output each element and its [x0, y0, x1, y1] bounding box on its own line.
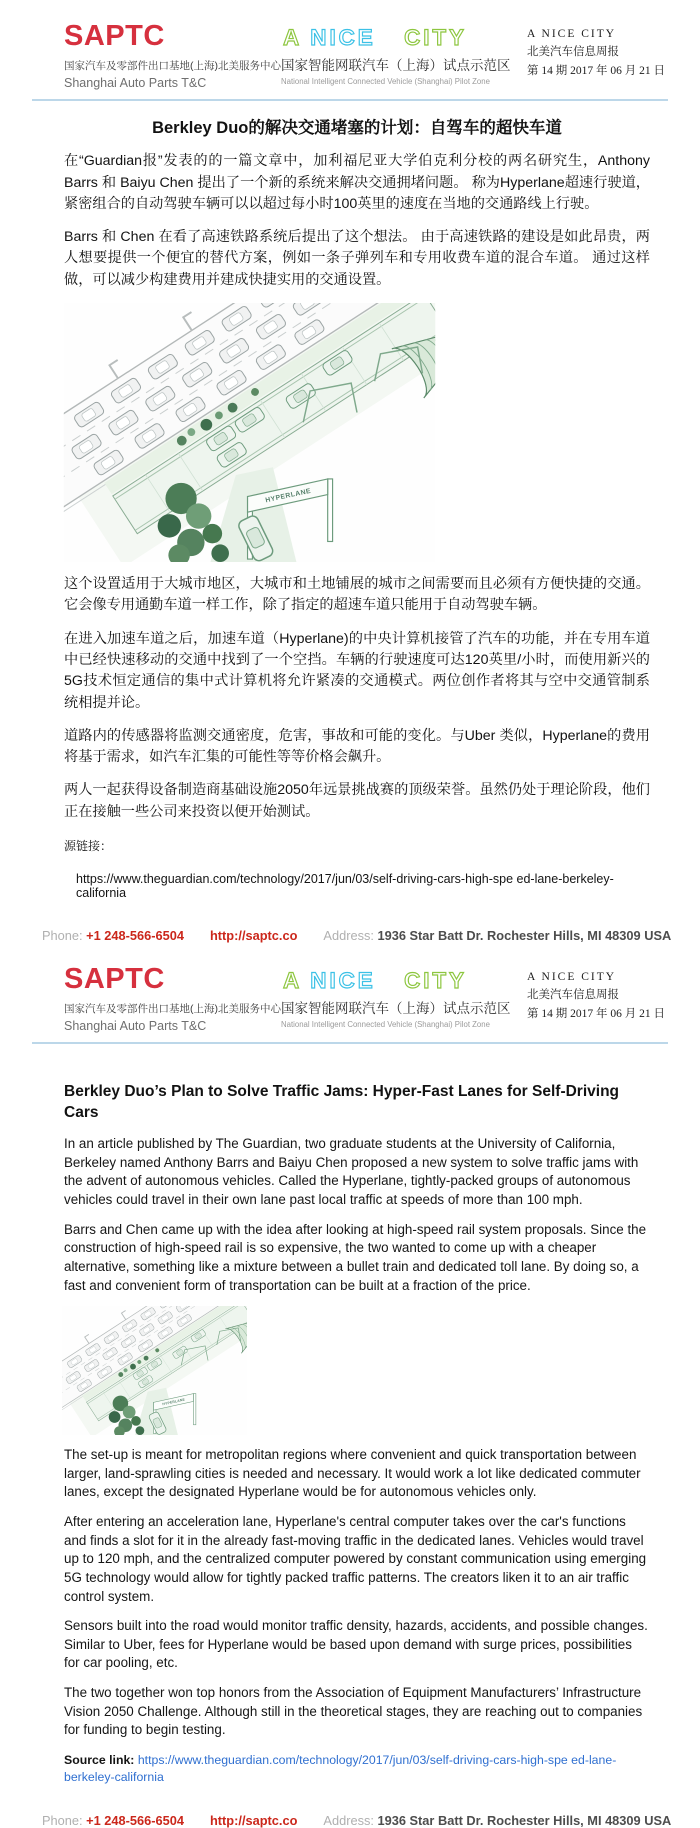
paragraph-cn: 道路内的传感器将监测交通密度，危害，事故和可能的变化。与Uber 类似，Hyperlane的费用将基于需求，如汽车汇集的可能性等等价格会飙升。: [64, 727, 650, 766]
saptc-logo-block: [64, 22, 281, 90]
phone-number: +1 248-566-6504: [86, 928, 184, 944]
anc-word-city: CITY: [404, 24, 467, 50]
issue-title: A NICE CITY: [527, 28, 617, 40]
anc-subtitle-en: National Intelligent Connected Vehicle (Shanghai) Pilot Zone: [281, 1020, 490, 1030]
source-url-link[interactable]: https://www.theguardian.com/technology/2017/jun/03/self-driving-cars-high-spe ed-lane-berkeley-california: [64, 1752, 617, 1784]
newsletter-header: [0, 22, 700, 90]
anc-word-nice: NICE: [310, 24, 376, 50]
paragraph-en: Sensors built into the road would monitor traffic density, hazards, accidents, and possible changes. Similar to Uber, fees for Hyperlane would be based upon demand with surge prices, possibilities for car pooling, etc.: [64, 1618, 648, 1671]
saptc-subtitle-cn: 国家汽车及零部件出口基地(上海)北美服务中心: [64, 1003, 281, 1016]
header-divider: [32, 1042, 668, 1044]
anc-subtitle-en: National Intelligent Connected Vehicle (Shanghai) Pilot Zone: [281, 77, 490, 86]
issue-title: A NICE CITY: [527, 971, 617, 984]
newsletter-header: [0, 965, 700, 1033]
saptc-subtitle-en: Shanghai Auto Parts T&C: [64, 76, 207, 90]
website-link[interactable]: http://saptc.co: [209, 928, 298, 944]
saptc-logo: SAPTC: [64, 963, 165, 996]
paragraph-cn: Barrs 和 Chen 在看了高速铁路系统后提出了这个想法。 由于高速铁路的建设是如此昂贵，两人想要提供一个便宜的替代方案，例如一条子弹列车和专用收费车道的混合车道。 通过这样做，可以减少构建费用并建成快捷实用的交通设置。: [64, 229, 650, 288]
saptc-subtitle-cn: 国家汽车及零部件出口基地(上海)北美服务中心: [64, 60, 281, 72]
source-label-cn: 源链接：: [64, 839, 113, 854]
anc-subtitle-cn: 国家智能网联汽车（上海）试点示范区: [281, 58, 511, 73]
address-text: 1936 Star Batt Dr. Rochester Hills, MI 48309 USA: [377, 1813, 672, 1828]
anc-letter-a: A: [282, 24, 303, 50]
hyperlane-illustration-large: [62, 303, 437, 562]
paragraph-en: In an article published by The Guardian, two graduate students at the University of California, Berkeley named Anthony Barrs and Baiyu Chen proposed a new system to solve traffic jams with the advent of autonomous vehicles. Called the Hyperlane, tightly-packed groups of autonomous vehicles could travel in their own lane past local traffic at speeds of more than 100 mph.: [64, 1136, 639, 1208]
paragraph-cn: 这个设置适用于大城市地区，大城市和土地铺展的城市之间需要而且必须有方便快捷的交通。它会像专用通勤车道一样工作，除了指定的超速车道只能用于自动驾驶车辆。: [64, 576, 650, 614]
paragraph-en: Barrs and Chen came up with the idea after looking at high-speed rail system proposals. Since the construction of high-speed rail is so expensive, the two wanted to come up with a cheaper alternative, something like a mixture between a bullet train and dedicated toll lane. By doing so, a fast and convenient form of transportation can be built at a fraction of the price.: [64, 1221, 647, 1293]
paragraph-en: The set-up is meant for metropolitan regions where convenient and quick transportation between larger, land-sprawling cities is needed and necessary. It would work a lot like dedicated commuter lanes, except the designated Hyperlane would be for autonomous vehicles only.: [64, 1447, 641, 1500]
saptc-subtitle-en: Shanghai Auto Parts T&C: [64, 1019, 207, 1034]
issue-date: 第 14 期 2017 年 06 月 21 日: [527, 64, 665, 77]
source-url-cn: https://www.theguardian.com/technology/2017/jun/03/self-driving-cars-high-spe ed-lane-berkeley-california: [76, 872, 614, 901]
address-label: Address:: [323, 928, 378, 944]
saptc-logo: SAPTC: [64, 20, 165, 52]
issue-subtitle: 北美汽车信息周报: [527, 46, 619, 59]
paragraph-en: After entering an acceleration lane, Hyperlane's central computer takes over the car's functions and finds a slot for it in the already fast-moving traffic in the dedicated lanes. Vehicles would travel up to 120 mph, and the centralized computer powered by constant communication using emerging 5G technology would allow for tightly packed traffic patterns. The creators liken it to an air traffic control system.: [64, 1514, 647, 1604]
footer: [0, 1785, 700, 1828]
issue-date: 第 14 期 2017 年 06 月 21 日: [527, 1007, 665, 1020]
section-chinese: [0, 22, 700, 943]
a-nice-city-logo: [281, 967, 491, 993]
paragraph-cn: 在进入加速车道之后，加速车道（Hyperlane)的中央计算机接管了汽车的功能，并在专用车道中已经快速移动的交通中找到了一个空挡。车辆的行驶速度可达120英里/小时，而使用新兴的5G技术恒定通信的集中式计算机将允许紧凑的交通模式。两位创作者将其与空中交通管制系统相提并论。: [64, 630, 650, 711]
saptc-logo-block: [64, 965, 281, 1033]
anc-subtitle-cn: 国家智能网联汽车（上海）试点示范区: [281, 1001, 511, 1017]
issue-info: [527, 22, 665, 80]
issue-subtitle: 北美汽车信息周报: [527, 989, 619, 1002]
hyperlane-illustration-small: [62, 1306, 247, 1435]
footer: [0, 900, 700, 943]
issue-info: [527, 965, 665, 1023]
anc-word-nice: NICE: [310, 967, 376, 993]
phone-label: Phone:: [42, 1813, 87, 1828]
address-text: 1936 Star Batt Dr. Rochester Hills, MI 48309 USA: [377, 928, 672, 944]
article-title-en: Berkley Duo’s Plan to Solve Traffic Jams: Hyper-Fast Lanes for Self-Driving Cars: [64, 1083, 620, 1121]
header-divider: [32, 99, 668, 101]
article-title-cn: Berkley Duo的解决交通堵塞的计划：自驾车的超快车道: [152, 119, 562, 137]
anc-letter-a: A: [282, 967, 303, 993]
section-english: [0, 965, 700, 1828]
anc-logo-block: [281, 965, 513, 1029]
phone-number: +1 248-566-6504: [86, 1813, 184, 1828]
paragraph-cn: 在“Guardian报”发表的的一篇文章中，加利福尼亚大学伯克利分校的两名研究生，Anthony Barrs 和 Baiyu Chen 提出了一个新的系统来解决交通拥堵问题。 称为Hyperlane超速行驶道，紧密组合的自动驾驶车辆可以以超过每小时100英里的速度在当地的交通路线上行驶。: [64, 153, 650, 212]
paragraph-cn: 两人一起获得设备制造商基础设施2050年远景挑战赛的顶级荣誉。虽然仍处于理论阶段，他们正在接触一些公司来投资以便开始测试。: [64, 782, 650, 820]
address-label: Address:: [323, 1813, 378, 1828]
source-line-en: [64, 1752, 650, 1785]
paragraph-en: The two together won top honors from the Association of Equipment Manufacturers’ Infrastructure Vision 2050 Challenge. Although still in the theoretical stages, they are reaching out to companies for funding to begin testing.: [64, 1685, 643, 1738]
anc-word-city: CITY: [404, 967, 467, 993]
anc-logo-block: [281, 22, 513, 86]
a-nice-city-logo: [281, 24, 491, 50]
phone-label: Phone:: [42, 928, 87, 944]
source-label-en: Source link:: [64, 1752, 138, 1767]
website-link[interactable]: http://saptc.co: [209, 1813, 298, 1828]
